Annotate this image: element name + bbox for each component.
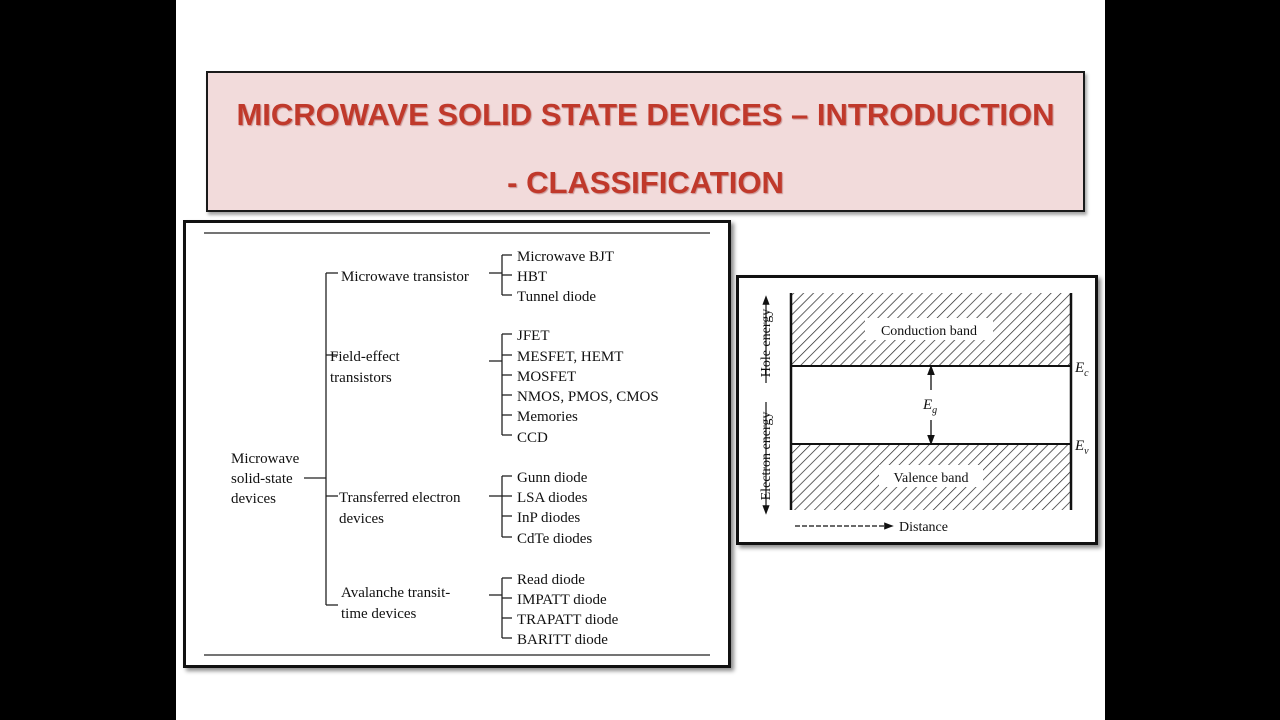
title-line-1: MICROWAVE SOLID STATE DEVICES – INTRODUCTION bbox=[236, 97, 1055, 132]
classification-panel bbox=[183, 220, 731, 668]
item-jfet: JFET bbox=[517, 328, 550, 344]
tree-connectors bbox=[304, 255, 512, 638]
item-gunn-diode: Gunn diode bbox=[517, 470, 588, 486]
band-diagram bbox=[739, 278, 1095, 542]
item-trapatt-diode: TRAPATT diode bbox=[517, 612, 619, 628]
root-line: Microwave bbox=[231, 451, 300, 467]
root-line: solid-state bbox=[231, 471, 293, 487]
ev-label: $E_v$ bbox=[1075, 438, 1089, 457]
item-cdte-diodes: CdTe diodes bbox=[517, 531, 593, 547]
item-mosfet: MOSFET bbox=[517, 369, 577, 385]
group-label-fet: Field-effect bbox=[330, 349, 400, 365]
group-label-avalanche: Avalanche transit- bbox=[341, 585, 451, 601]
group-label-ted: devices bbox=[339, 511, 384, 527]
item-mesfet-hemt: MESFET, HEMT bbox=[517, 349, 624, 365]
item-nmos-pmos-cmos: NMOS, PMOS, CMOS bbox=[517, 389, 659, 405]
item-memories: Memories bbox=[517, 409, 578, 425]
valence-band-label: Valence band bbox=[893, 471, 969, 486]
distance-label: Distance bbox=[899, 520, 948, 535]
band-diagram-panel bbox=[736, 275, 1098, 545]
classification-tree bbox=[186, 223, 728, 665]
conduction-band-label: Conduction band bbox=[880, 324, 978, 339]
item-ccd: CCD bbox=[517, 430, 548, 446]
eg-label: $E_g$ bbox=[923, 397, 938, 416]
item-tunnel-diode: Tunnel diode bbox=[517, 289, 597, 305]
root-label bbox=[231, 451, 300, 507]
group-label-transistor: Microwave transistor bbox=[341, 269, 469, 285]
item-microwave-bjt: Microwave BJT bbox=[517, 249, 615, 265]
item-inp-diodes: InP diodes bbox=[517, 510, 581, 526]
group-label-avalanche: time devices bbox=[341, 606, 417, 622]
item-hbt: HBT bbox=[517, 269, 547, 285]
item-read-diode: Read diode bbox=[517, 572, 585, 588]
group-label-fet: transistors bbox=[330, 370, 392, 386]
electron-energy-label: Electron energy bbox=[759, 411, 774, 501]
group-label-ted: Transferred electron bbox=[339, 490, 461, 506]
root-line: devices bbox=[231, 491, 276, 507]
ec-label: $E_c$ bbox=[1075, 360, 1089, 379]
title-line-2: - CLASSIFICATION bbox=[507, 165, 784, 200]
item-lsa-diodes: LSA diodes bbox=[517, 490, 588, 506]
title-box bbox=[206, 71, 1085, 212]
item-baritt-diode: BARITT diode bbox=[517, 632, 608, 648]
hole-energy-label: Hole energy bbox=[759, 308, 774, 378]
item-impatt-diode: IMPATT diode bbox=[517, 592, 607, 608]
